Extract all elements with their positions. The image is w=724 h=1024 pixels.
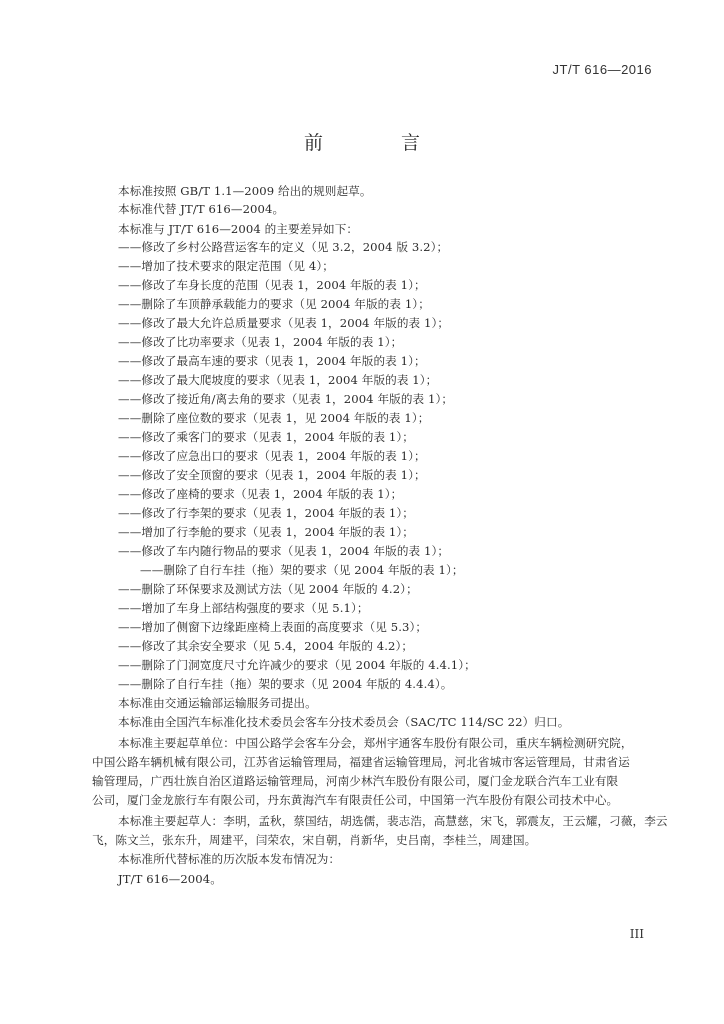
text-line: 本标准与 JT/T 616—2004 的主要差异如下：	[118, 222, 359, 236]
text-line: ——修改了其余安全要求（见 5.4，2004 年版的 4.2）；	[118, 639, 414, 653]
text-line: ——修改了安全顶窗的要求（见表 1，2004 年版的表 1）；	[118, 468, 426, 482]
text-line: 本标准主要起草单位：中国公路学会客车分会，郑州宇通客车股份有限公司，重庆车辆检测研究院，	[118, 736, 633, 750]
text-line: ——修改了最高车速的要求（见表 1，2004 年版的表 1）；	[118, 354, 426, 368]
text-line: ——修改了比功率要求（见表 1，2004 年版的表 1）；	[118, 335, 403, 349]
text-line: 公司，厦门金龙旅行车有限公司，丹东黄海汽车有限责任公司，中国第一汽车股份有限公司技术中心。	[92, 793, 619, 807]
page-number: III	[629, 927, 644, 941]
text-line: 本标准由全国汽车标准化技术委员会客车分技术委员会（SAC/TC 114/SC 22）归口。	[118, 715, 570, 729]
document-code: JT/T 616—2016	[552, 62, 652, 77]
text-line: ——删除了门洞宽度尺寸允许减少的要求（见 2004 年版的 4.4.1）；	[118, 658, 476, 672]
text-line: ——删除了座位数的要求（见表 1，见 2004 年版的表 1）；	[118, 411, 430, 425]
text-line: 输管理局，广西壮族自治区道路运输管理局，河南少林汽车股份有限公司，厦门金龙联合汽车工业有限	[92, 774, 619, 788]
text-line: 本标准主要起草人：李明，孟秋，蔡国结，胡选儒，裴志浩，高慧慈，宋飞，郭震友，王云耀，刁薇，李云	[118, 814, 668, 828]
text-line: ——增加了车身上部结构强度的要求（见 5.1）；	[118, 601, 369, 615]
page-title: 前 言	[303, 132, 457, 154]
text-line: ——修改了车身长度的范围（见表 1，2004 年版的表 1）；	[118, 278, 426, 292]
text-line: ——修改了乘客门的要求（见表 1，2004 年版的表 1）；	[118, 430, 414, 444]
text-line: JT/T 616—2004。	[118, 872, 222, 886]
text-line: ——修改了车内随行物品的要求（见表 1，2004 年版的表 1）；	[118, 544, 450, 558]
text-line: ——修改了最大允许总质量要求（见表 1，2004 年版的表 1）；	[118, 316, 450, 330]
text-line: ——修改了最大爬坡度的要求（见表 1，2004 年版的表 1）；	[118, 373, 438, 387]
text-line: ——删除了车顶静承载能力的要求（见 2004 年版的表 1）；	[118, 297, 430, 311]
text-line: ——删除了自行车挂（拖）架的要求（见 2004 年版的表 1）；	[140, 563, 464, 577]
text-line: ——修改了应急出口的要求（见表 1，2004 年版的表 1）；	[118, 449, 426, 463]
text-line: 本标准代替 JT/T 616—2004。	[118, 202, 285, 216]
text-line: ——增加了技术要求的限定范围（见 4）；	[118, 259, 334, 273]
text-line: 本标准由交通运输部运输服务司提出。	[118, 696, 317, 710]
text-line: 本标准按照 GB/T 1.1—2009 给出的规则起草。	[118, 184, 372, 198]
text-line: ——增加了行李舱的要求（见表 1，2004 年版的表 1）；	[118, 525, 414, 539]
text-line: ——修改了行李架的要求（见表 1，2004 年版的表 1）；	[118, 506, 414, 520]
text-line: ——修改了座椅的要求（见表 1，2004 年版的表 1）；	[118, 487, 403, 501]
text-line: ——增加了侧窗下边缘距座椅上表面的高度要求（见 5.3）；	[118, 620, 428, 634]
text-line: ——修改了接近角/离去角的要求（见表 1，2004 年版的表 1）；	[118, 392, 454, 406]
text-line: ——修改了乡村公路营运客车的定义（见 3.2，2004 版 3.2）；	[118, 240, 449, 254]
text-line: ——删除了环保要求及测试方法（见 2004 年版的 4.2）；	[118, 582, 418, 596]
text-line: 本标准所代替标准的历次版本发布情况为：	[118, 852, 341, 866]
text-line: 中国公路车辆机械有限公司，江苏省运输管理局，福建省运输管理局，河北省城市客运管理局，甘肃省运	[92, 755, 630, 769]
text-line: ——删除了自行车挂（拖）架的要求（见 2004 年版的 4.4.4）。	[118, 677, 453, 691]
text-line: 飞，陈文兰，张东升，周建平，闫荣农，宋自朝，肖新华，史吕南，李桂兰，周建国。	[92, 833, 537, 847]
